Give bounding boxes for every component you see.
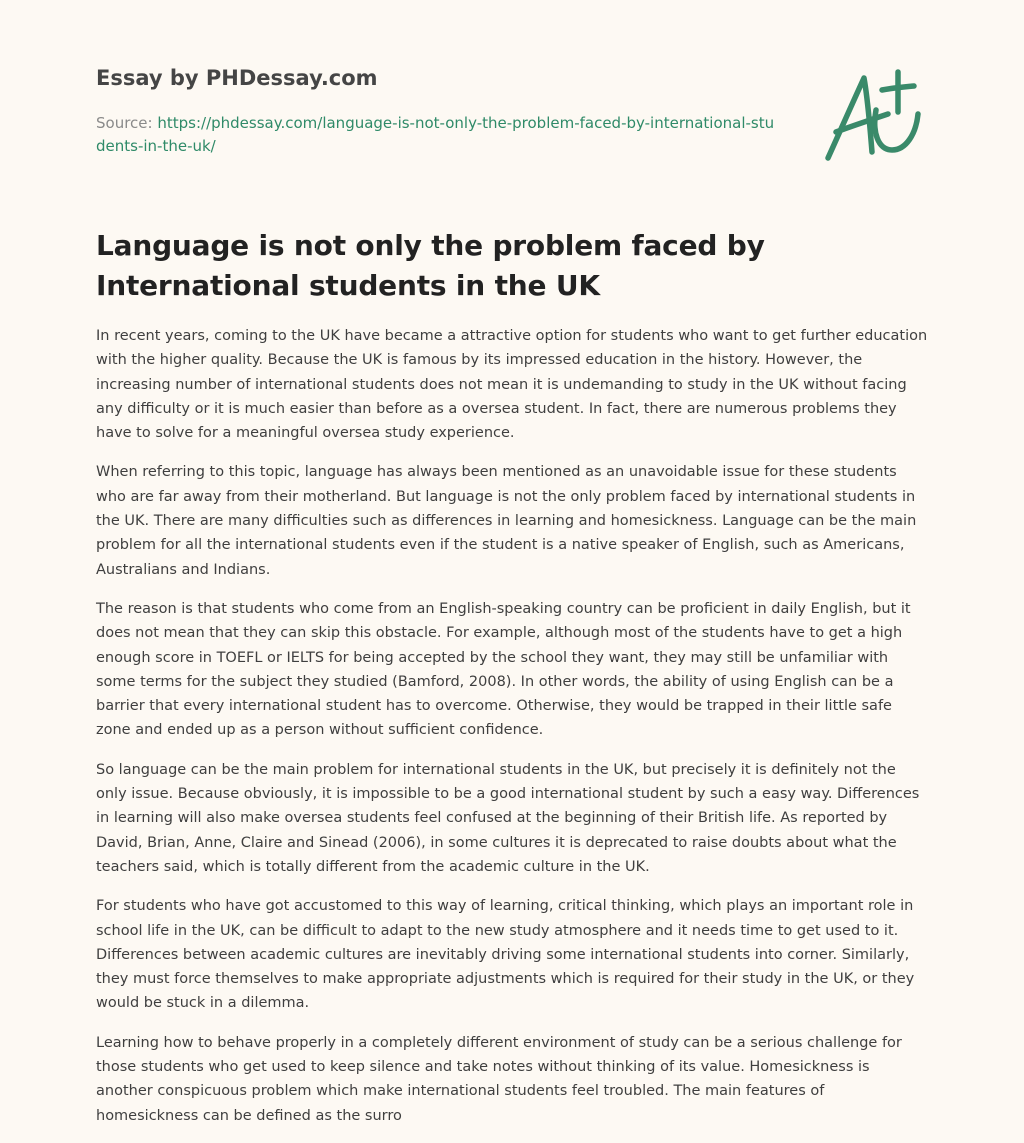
source-line (96, 112, 776, 158)
essay-title: Language is not only the problem faced by International students in the UK (96, 229, 765, 302)
essay-paragraph: So language can be the main problem for international students in the UK, but precisely it is definitely not the only issue. Because obviously, it is impossible to be a good international student by such a easy way. Differences in learning will also make oversea students feel confused at the beginning of their British life. As reported by David, Brian, Anne, Claire and Sinead (2006), in some cultures it is deprecated to raise doubts about what the teachers said, which is totally different from the academic culture in the UK. (96, 761, 920, 875)
source-label: Source: (96, 114, 153, 132)
essay-paragraph: When referring to this topic, language has always been mentioned as an unavoidable issue for these students who are far away from their motherland. But language is not the only problem faced by international students in the UK. There are many difficulties such as differences in learning and homesickness. Language can be the main problem for all the international students even if the student is a native speaker of English, such as Americans, Australians and Indians. (96, 464, 917, 578)
essay-body (96, 324, 928, 1143)
source-link[interactable]: https://phdessay.com/language-is-not-only-the-problem-faced-by-international-students-in-the-uk/ (96, 114, 775, 155)
essay-paragraph: The reason is that students who come from an English-speaking country can be proficient in daily English, but it does not mean that they can skip this obstacle. For example, although most of the students have to get a high enough score in TOEFL or IELTS for being accepted by the school they want, they may still be unfamiliar with some terms for the subject they studied (Bamford, 2008). In other words, the ability of using English can be a barrier that every international student has to overcome. Otherwise, they would be trapped in their little safe zone and ended up as a person without sufficient confidence. (96, 600, 911, 739)
essay-paragraph: Learning how to behave properly in a completely different environment of study can be a serious challenge for those students who get used to keep silence and take notes without thinking of its value. Homesickness is another conspicuous problem which make international students feel troubled. The main features of homesickness can be defined as the surro (96, 1034, 902, 1124)
essay-paragraph: For students who have got accustomed to this way of learning, critical thinking, which plays an important role in school life in the UK, can be difficult to adapt to the new study atmosphere and it needs time to get used to it. Differences between academic cultures are inevitably driving some international students into corner. Similarly, they must force themselves to make appropriate adjustments which is required for their study in the UK, or they would be stuck in a dilemma. (96, 898, 915, 1012)
essay-paragraph: In recent years, coming to the UK have became a attractive option for students who want to get further education with the higher quality. Because the UK is famous by its impressed education in the history. However, the increasing number of international students does not mean it is undemanding to study in the UK without facing any difficulty or it is much easier than before as a oversea student. In fact, there are numerous problems they have to solve for a meaningful oversea study experience. (96, 328, 928, 442)
site-title: Essay by PHDessay.com (96, 66, 378, 90)
a-plus-grade-icon (818, 66, 930, 166)
